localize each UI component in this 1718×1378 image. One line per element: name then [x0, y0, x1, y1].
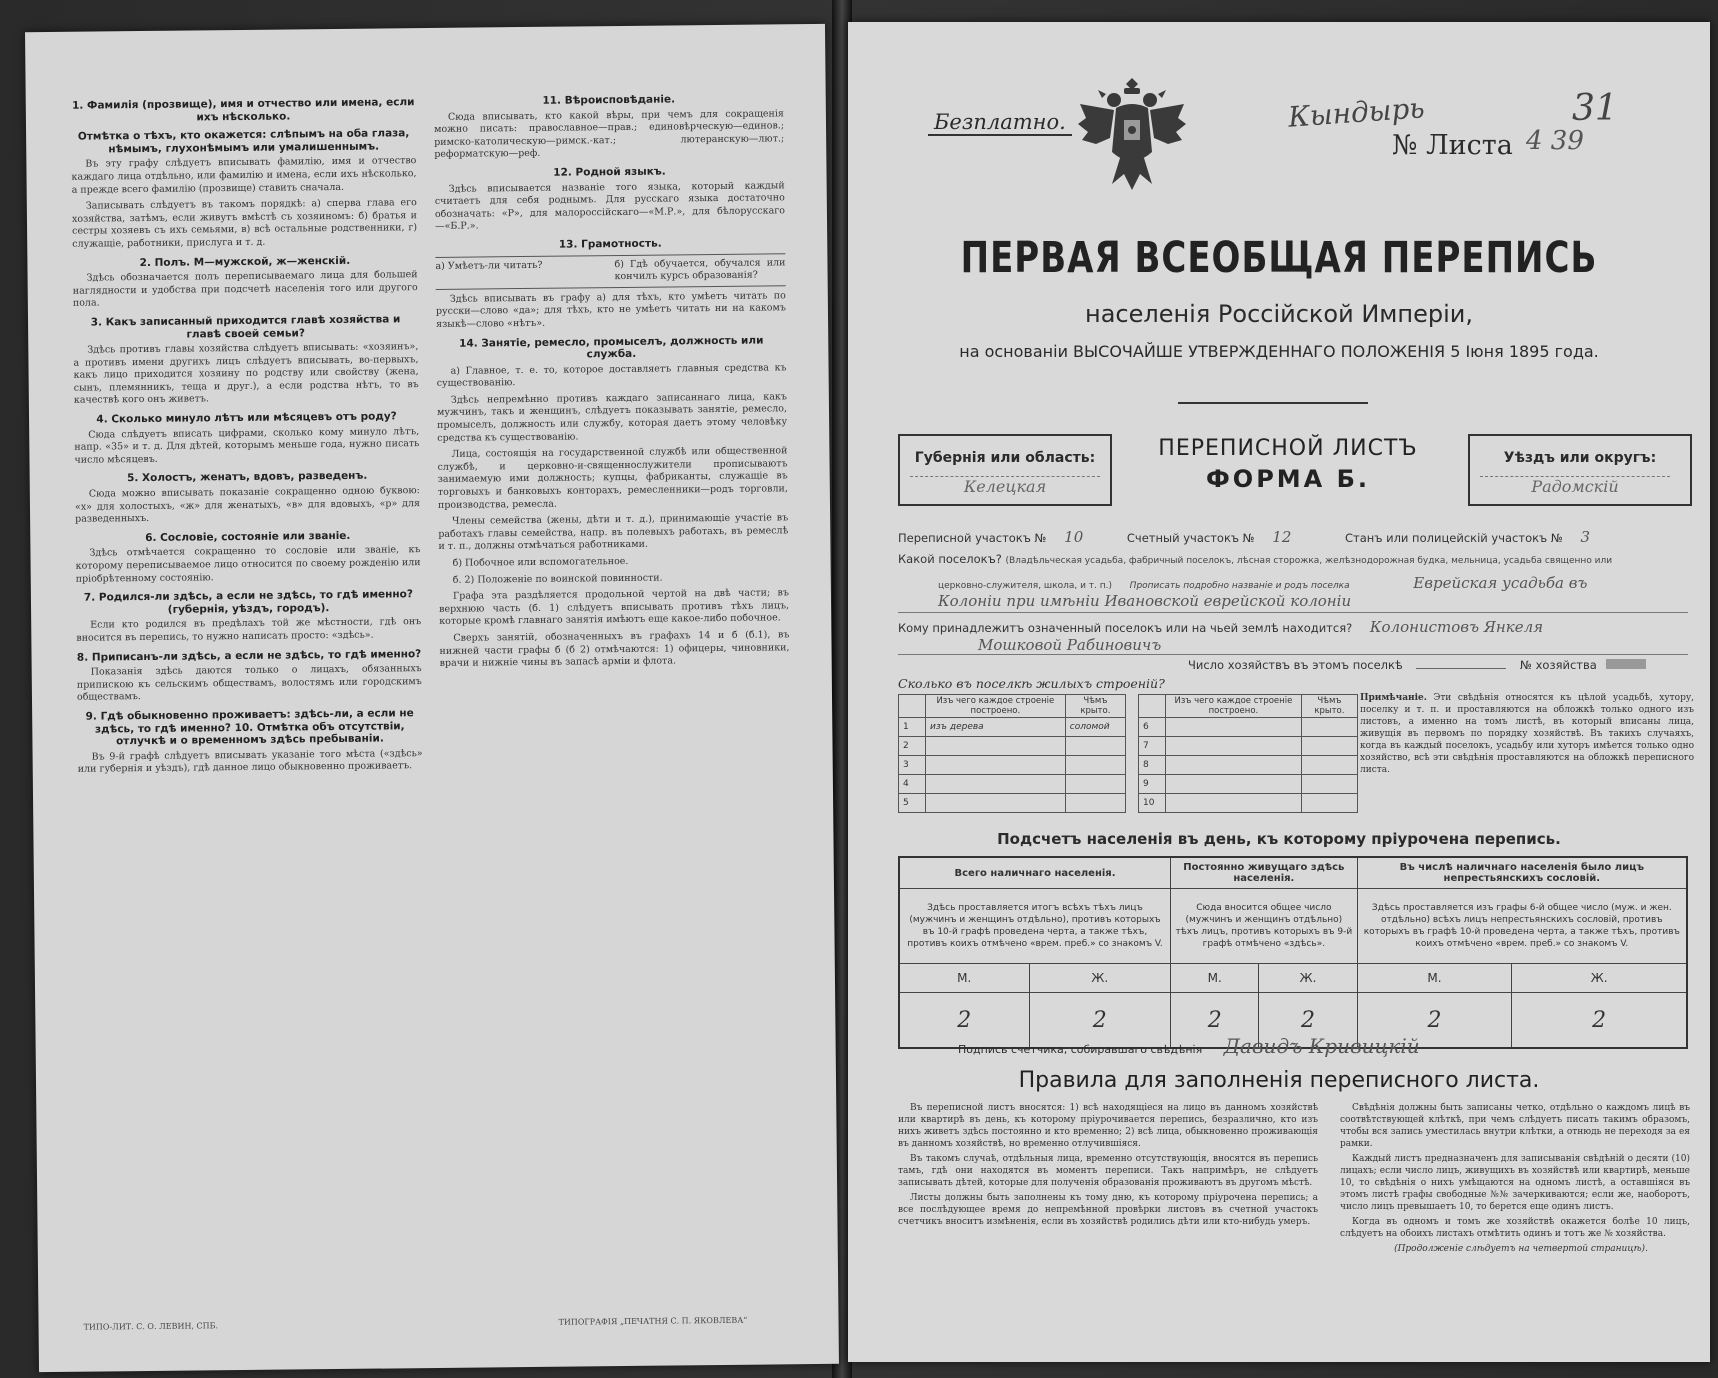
sex-label: Ж. [1512, 964, 1687, 993]
rules-title: Правила для заполненія переписного листа. [1018, 1068, 1540, 1093]
rule-paragraph: Листы должны быть заполнены къ тому дню, къ которому пріурочена перепись; а все послѣдующее время до непремѣнной провѣрки листовъ въ счетной участокъ счетчикъ вноситъ измѣненія, если въ хозяйствѣ родились дѣти или кто-нибудь умеръ. [898, 1193, 1318, 1227]
literacy-subcolumn: б) Гдѣ обучается, обучался или кончилъ курсъ образованія? [614, 256, 786, 283]
count-column-description: Здѣсь проставляется итогъ всѣхъ тѣхъ лицъ (мужчинъ и женщинъ отдѣльно), противъ которыхъ въ 10-й графѣ проведена черта, а также тѣхъ, противъ коихъ отмѣчено «врем. преб.» со знакомъ V. [899, 889, 1171, 964]
settlement-underline [898, 612, 1688, 613]
province-value: Келецкая [910, 476, 1100, 496]
building-cell-material [1166, 737, 1302, 756]
building-cell-material [926, 775, 1066, 794]
building-cell-roof [1301, 756, 1357, 775]
owner-line-2 [978, 636, 1161, 654]
instruction-paragraph: б. 2) Положеніе по воинской повинности. [452, 572, 663, 586]
rules-continued-note: (Продолженіе слѣдуетъ на четвертой страницѣ). [1394, 1244, 1648, 1254]
building-cell-roof [1065, 756, 1125, 775]
instruction-paragraph: Записывать слѣдуетъ въ такомъ порядкѣ: а) сперва глава его хозяйства, затѣмъ, если живутъ вмѣстѣ съ хозяиномъ: б) братья и сестры хозяевъ съ ихъ семьями, в) всѣ остальные родственники, г) служащіе, работники, прислуга и т. д. [71, 197, 418, 250]
settlement-line [898, 552, 1612, 566]
count-column-description: Здѣсь проставляется изъ графы 6-й общее число (муж. и жен. отдѣльно) всѣхъ лицъ непрестьянскихъ сословій, противъ которыхъ въ графѣ 10-й проведена черта, а также тѣхъ, противъ коихъ отмѣчено «врем. преб.» со знакомъ V. [1357, 889, 1687, 964]
building-cell-n: 2 [899, 737, 926, 756]
precinct-line [898, 528, 1590, 546]
instruction-paragraph: Здѣсь вписывать въ графу а) для тѣхъ, кто умѣетъ читать по русски—слово «да»; для тѣхъ, кто не умѣетъ читать ни на какомъ языкѣ—слово «нѣтъ». [435, 289, 786, 330]
count-column-heading: Въ числѣ наличнаго населенія было лицъ непрестьянскихъ сословій. [1357, 857, 1687, 889]
instruction-paragraph: Сюда можно вписывать показаніе сокращенно одною буквою: «х» для холостыхъ, «ж» для женатыхъ, «в» для вдовыхъ, «р» для разведенныхъ. [74, 485, 421, 525]
population-count-title: Подсчетъ населенія въ день, къ которому пріурочена перепись. [997, 830, 1561, 848]
handwritten-corner-number: 31 [1572, 88, 1618, 129]
roof-header: Чѣмъ крыто. [1065, 695, 1125, 718]
male-count: 2 [1171, 993, 1259, 1049]
district-value: Радомскій [1480, 476, 1670, 496]
rule-paragraph: Свѣдѣнія должны быть записаны четко, отдѣльно о каждомъ лицѣ въ соотвѣтствующей клѣткѣ, при чемъ слѣдуетъ писать такимъ образомъ, чтобы вся запись уместилась внутри клѣтки, а отнюдь не переходя за ея рамки. [1340, 1103, 1690, 1149]
male-count: 2 [1357, 993, 1512, 1049]
rule-paragraph: Въ такомъ случаѣ, отдѣльныя лица, временно отсутствующія, вносятся въ перепись тамъ, гдѣ они находятся въ моментъ переписи. Такъ напримѣръ, не слѣдуетъ записывать дѣтей, которые для полученія образованія проживаютъ въ другомъ мѣстѣ. [898, 1154, 1318, 1188]
rules-column-a [898, 1102, 1318, 1231]
buildings-note [1360, 692, 1694, 776]
census-legal-basis: на основаніи ВЫСОЧАЙШЕ УТВЕРЖДЕННАГО ПОЛОЖЕНІЯ 5 Іюня 1895 года. [959, 342, 1599, 361]
household-number-label: № хозяйства [1520, 658, 1597, 672]
sheet-number-handwritten: 4 39 [1526, 126, 1584, 156]
building-cell-n: 3 [899, 756, 926, 775]
instructions-column-a [71, 90, 423, 780]
instruction-paragraph: Здѣсь непремѣнно противъ каждаго записаннаго лица, какъ мужчинъ, такъ и женщинъ, слѣдуетъ показывать занятіе, ремесло, промыселъ, должность или службу, которая даетъ этому человѣку средства къ существованію. [436, 391, 788, 444]
building-cell-n: 6 [1139, 718, 1166, 737]
building-cell-roof [1301, 737, 1357, 756]
building-cell-roof [1065, 737, 1125, 756]
instruction-heading: Отмѣтка о тѣхъ, кто окажется: слѣпымъ на оба глаза, нѣмымъ, глухонѣмымъ или умалишеннымъ. [77, 127, 410, 156]
province-label: Губернія или область: [914, 450, 1096, 466]
building-row [1139, 737, 1358, 756]
signature-label: Подпись счетчика, собиравшаго свѣдѣнія [958, 1043, 1203, 1056]
instruction-heading: 8. Приписанъ-ли здѣсь, а если не здѣсь, то гдѣ именно? [76, 647, 422, 664]
sex-label: М. [899, 964, 1029, 993]
signature-handwritten: Давидъ Кривицкій [1223, 1034, 1420, 1058]
left-page-instructions [25, 24, 839, 1372]
male-count: 2 [899, 993, 1029, 1049]
settlement-hint: (Владѣльческая усадьба, фабричный поселокъ, лѣсная сторожка, желѣзнодорожная будка, мельница, усадьба священно или [1005, 556, 1613, 566]
district-box [1468, 434, 1692, 506]
census-main-title: ПЕРВАЯ ВСЕОБЩАЯ ПЕРЕПИСЬ [960, 233, 1598, 283]
building-cell-material [1166, 794, 1302, 813]
population-count-table [898, 856, 1688, 1049]
building-row [899, 794, 1126, 813]
note-text: Эти свѣдѣнія относятся къ цѣлой усадьбѣ, хутору, поселку и т. п. и проставляются на обложкѣ только одного изъ листовъ, а именно на томъ листѣ, въ который вписаны лица, живущія въ первомъ по порядку хозяйствѣ. Въ такихъ случаяхъ, когда въ каждый поселокъ, усадьбу или хуторъ имѣется только одно хозяйство, всѣ эти свѣдѣнія проставляются на обложкѣ переписного листа. [1360, 693, 1694, 775]
instruction-paragraph: Сюда слѣдуетъ вписать цифрами, сколько кому минуло лѣтъ, напр. «35» и т. д. Для дѣтей, которымъ меньше года, нужно писать число мѣсяцевъ. [74, 425, 420, 466]
instruction-heading: 1. Фамилія (прозвище), имя и отчество или имена, если ихъ нѣсколько. [71, 96, 415, 124]
building-cell-roof [1065, 775, 1125, 794]
enumerator-signature-line [958, 1034, 1420, 1058]
instruction-paragraph: а) Главное, т. е. то, которое доставляетъ главныя средства къ существованію. [436, 361, 787, 390]
instruction-paragraph: Здѣсь противъ главы хозяйства слѣдуетъ вписывать: «хозяинъ», а противъ имени другихъ лицъ слѣдуетъ вписывать, во-первыхъ, какъ лицо приходится хозяину по родству или свойству (жена, сынъ, племянникъ, теща и друг.), а если родства нѣтъ, то въ качествѣ кого онъ живетъ. [73, 341, 419, 407]
settlement-handwritten-2: Колоніи при имѣніи Ивановской еврейской колоніи [938, 592, 1352, 610]
building-cell-n: 5 [899, 794, 926, 813]
note-title: Примѣчаніе. [1360, 693, 1427, 703]
material-header-2: Изъ чего каждое строеніе построено. [1166, 695, 1302, 718]
sheet-number-label: № Листа [1392, 130, 1513, 161]
literacy-subcolumns [435, 253, 785, 290]
form-header-row [898, 434, 1688, 504]
form-letter: ФОРМА Б. [1205, 465, 1370, 493]
instruction-paragraph: Графа эта раздѣляется продольной чертой на двѣ части; въ верхнюю часть (б. 1) слѣдуетъ вписывать противъ тѣхъ лицъ, которые кромѣ главнаго занятія имѣютъ еще какое-либо побочное. [439, 587, 790, 628]
census-precinct-label: Переписной участокъ № [898, 531, 1047, 545]
settlement-hint-3: Прописать подробно названіе и родъ поселка [1129, 581, 1350, 591]
building-row [1139, 775, 1358, 794]
building-row [899, 737, 1126, 756]
settlement-line-3 [938, 592, 1351, 610]
instruction-paragraph: Здѣсь обозначается полъ переписываемаго лица для большей наглядности и удобства при подсчетѣ населенія того или другого пола. [72, 269, 418, 310]
settlement-label: Какой поселокъ? [898, 552, 1002, 566]
building-cell-roof: соломой [1065, 718, 1125, 737]
building-cell-roof [1301, 794, 1357, 813]
instruction-paragraph: Лица, состоящія на государственной службѣ или общественной службѣ, и церковно-и-священнослужители прописываютъ занимаемую ими должность; купцы, фабриканты, служащіе въ торговыхъ и банковыхъ конторахъ, ремесленники—родъ торговли, производства, ремесла. [437, 445, 788, 511]
district-label: Уѣздъ или округъ: [1503, 450, 1657, 466]
owner-handwritten-1: Колонистовъ Янкеля [1369, 618, 1544, 636]
instruction-paragraph: Здѣсь отмѣчается сокращенно то сословіе или званіе, къ которому переписываемое лицо относится по своему рожденію или пріобрѣтенному состоянію. [75, 544, 421, 585]
instruction-heading: 14. Занятіе, ремесло, промыселъ, должность или служба. [459, 334, 764, 361]
building-cell-roof [1301, 775, 1357, 794]
instruction-paragraph: Сюда вписывать, кто какой вѣры, при чемъ для сокращенія можно писать: православное—прав.; единовѣрческую—единов.; римско-католическую—римск.-кат.; лютеранскую—лют.; реформатскую—реф. [433, 107, 785, 161]
building-cell-roof [1301, 718, 1357, 737]
instruction-heading: 3. Какъ записанный приходится главѣ хозяйства и главѣ своей семьи? [90, 313, 401, 341]
rule-paragraph: Когда въ одномъ и томъ же хозяйствѣ окажется болѣе 10 лицъ, слѣдуетъ на обоихъ листахъ отмѣтить одинъ и тотъ же № хозяйства. [1340, 1217, 1690, 1239]
buildings-line [898, 676, 1165, 691]
building-cell-material [1166, 718, 1302, 737]
instruction-paragraph: Показанія здѣсь даются только о лицахъ, обязанныхъ припискою къ сельскимъ обществамъ, волостямъ или городскимъ обществамъ. [76, 663, 422, 704]
count-column-description: Сюда вносится общее число (мужчинъ и женщинъ отдѣльно) тѣхъ лицъ, противъ которыхъ въ 9-й графѣ отмѣчено «здѣсь». [1171, 889, 1358, 964]
building-cell-n: 4 [899, 775, 926, 794]
building-row [1139, 756, 1358, 775]
sex-label: М. [1171, 964, 1259, 993]
building-cell-material [926, 756, 1066, 775]
instruction-paragraph: Въ 9-й графѣ слѣдуетъ вписывать указаніе того мѣста («здѣсь» или губернія и уѣздъ), гдѣ данное лицо обыкновенно проживаетъ. [77, 747, 423, 776]
buildings-table-left [898, 694, 1126, 813]
instruction-heading: 2. Полъ. М—мужской, ж—женскій. [139, 254, 351, 269]
rule-paragraph: Въ переписной листъ вносятся: 1) всѣ находящіеся на лицо въ данномъ хозяйствѣ или квартирѣ въ день, къ которому пріурочивается перепись, безразлично, кто изъ нихъ живетъ здѣсь постоянно и кто временно; 2) всѣ лица, обыкновенно проживающія въ данномъ хозяйствѣ, но временно отлучившіяся. [898, 1103, 1318, 1149]
census-subtitle: населенія Россійской Имперіи, [1085, 300, 1473, 328]
building-cell-material: изъ дерева [926, 718, 1066, 737]
form-title [1118, 434, 1458, 494]
owner-underline [898, 654, 1688, 655]
rules-column-b [1340, 1102, 1690, 1258]
camp-label: Станъ или полицейскій участокъ № [1345, 531, 1563, 545]
count-column-heading: Всего наличнаго населенія. [899, 857, 1171, 889]
instruction-paragraph: Если кто родился въ предѣлахъ той же мѣстности, гдѣ онъ вносится въ перепись, то нужно написать просто: «здѣсь». [76, 616, 422, 644]
counting-precinct-label: Счетный участокъ № [1126, 531, 1255, 545]
households-count-label: Число хозяйствъ въ этомъ поселкѣ [1188, 658, 1403, 672]
owner-line [898, 618, 1543, 636]
census-precinct-value: 10 [1064, 528, 1084, 546]
female-count: 2 [1259, 993, 1357, 1049]
material-header: Изъ чего каждое строеніе построено. [926, 695, 1066, 718]
instruction-heading: 7. Родился-ли здѣсь, а если не здѣсь, то гдѣ именно? (губернія, уѣздъ, городъ). [83, 588, 413, 616]
instruction-paragraph: Сверхъ занятій, обозначенныхъ въ графахъ 14 и б (б.1), въ нижней части графы б (б 2) отмѣчаются: 1) офицеры, чиновники, врачи и нижніе чины въ запасѣ арміи и флота. [439, 629, 790, 670]
building-row [899, 775, 1126, 794]
count-column-heading: Постоянно живущаго здѣсь населенія. [1171, 857, 1358, 889]
sex-label: М. [1357, 964, 1512, 993]
double-headed-eagle-icon [1076, 74, 1188, 194]
building-cell-n: 9 [1139, 775, 1166, 794]
instruction-paragraph: Члены семейства (жены, дѣти и т. д.), принимающіе участіе въ работахъ главы семейства, напр. въ полевыхъ работахъ, въ ремеслѣ и т. п., должны отмѣчаться работниками. [438, 512, 789, 553]
left-printer-imprint: ТИПО-ЛИТ. С. О. ЛЕВИН, СПБ. [83, 1321, 219, 1332]
camp-value: 3 [1580, 528, 1591, 546]
buildings-table-right [1138, 694, 1358, 813]
title-divider [1178, 402, 1368, 404]
settlement-handwritten-1: Еврейская усадьба въ [1413, 574, 1588, 592]
owner-label: Кому принадлежитъ означенный поселокъ или на чьей землѣ находится? [898, 621, 1353, 635]
settlement-line-2 [938, 574, 1587, 592]
instruction-heading: 11. Вѣроисповѣданіе. [542, 93, 676, 107]
building-row [1139, 794, 1358, 813]
building-cell-n: 1 [899, 718, 926, 737]
instruction-heading: 13. Грамотность. [558, 237, 662, 251]
instructions-column-b [434, 86, 790, 674]
roof-header-2: Чѣмъ крыто. [1301, 695, 1357, 718]
building-cell-material [1166, 775, 1302, 794]
right-printer-imprint: ТИПОГРАФІЯ „ПЕЧАТНЯ С. П. ЯКОВЛЕВА“ [558, 1315, 748, 1327]
instruction-paragraph: б) Побочное или вспомогательное. [452, 555, 629, 569]
buildings-label: Сколько въ поселкѣ жилыхъ строеній? [898, 676, 1165, 691]
handwritten-top-note: Кындырь [1287, 91, 1426, 134]
owner-handwritten-2: Мошковой Рабиновичъ [978, 636, 1162, 654]
free-of-charge-label: Безплатно. [928, 110, 1072, 136]
building-row [899, 718, 1126, 737]
building-cell-roof [1065, 794, 1125, 813]
province-box [898, 434, 1112, 506]
instruction-heading: 6. Сословіе, состояніе или званіе. [145, 529, 351, 544]
right-page-census-form [848, 22, 1710, 1362]
building-row [899, 756, 1126, 775]
female-count: 2 [1512, 993, 1687, 1049]
form-title-text: ПЕРЕПИСНОЙ ЛИСТЪ [1158, 436, 1418, 461]
instruction-heading: 12. Родной языкъ. [553, 165, 666, 179]
instruction-heading: 5. Холостъ, женатъ, вдовъ, разведенъ. [126, 470, 368, 485]
building-cell-n: 10 [1139, 794, 1166, 813]
building-cell-material [926, 794, 1066, 813]
building-cell-n: 7 [1139, 737, 1166, 756]
female-count: 2 [1029, 993, 1171, 1049]
literacy-subcolumn: а) Умѣетъ-ли читать? [435, 259, 543, 272]
building-cell-n: 8 [1139, 756, 1166, 775]
instruction-heading: 4. Сколько минуло лѣтъ или мѣсяцевъ отъ роду? [96, 410, 397, 426]
counting-precinct-value: 12 [1272, 528, 1292, 546]
sex-label: Ж. [1259, 964, 1357, 993]
settlement-hint-2: церковно-служителя, школа, и т. п.) [938, 581, 1113, 591]
instruction-paragraph: Здѣсь вписывается названіе того языка, который каждый считаетъ для себя роднымъ. Для русскаго языка достаточно обозначать: «Р», для малороссійскаго—«М.Р.», для бѣлорусскаго—«Б.Р.». [434, 179, 785, 233]
sex-label: Ж. [1029, 964, 1171, 993]
building-cell-material [1166, 756, 1302, 775]
building-cell-material [926, 737, 1066, 756]
building-row [1139, 718, 1358, 737]
households-line [1188, 658, 1646, 672]
rule-paragraph: Каждый листъ предназначенъ для записыванія свѣдѣній о десяти (10) лицахъ; если число лицъ, живущихъ въ хозяйствѣ или квартирѣ, меньше 10, то свѣдѣнія о нихъ умѣщаются на одномъ листѣ, а оставшіяся въ этомъ листѣ графы свободные №№ зачеркиваются; если же, наоборотъ, число лицъ превышаетъ 10, то берется еще одинъ листъ. [1340, 1154, 1690, 1212]
instruction-paragraph: Въ эту графу слѣдуетъ вписывать фамилію, имя и отчество каждаго лица отдѣльно, или фамилію и имена, если ихъ нѣсколько, а прежде всего фамилію (прозвище) ставить сначала. [71, 155, 417, 196]
household-number-blot [1606, 659, 1646, 669]
instruction-heading: 9. Гдѣ обыкновенно проживаетъ: здѣсь-ли, а если не здѣсь, то гдѣ именно? 10. Отмѣтка объ отсутствіи, отлучкѣ и о временномъ здѣсь пребываніи. [85, 707, 414, 748]
